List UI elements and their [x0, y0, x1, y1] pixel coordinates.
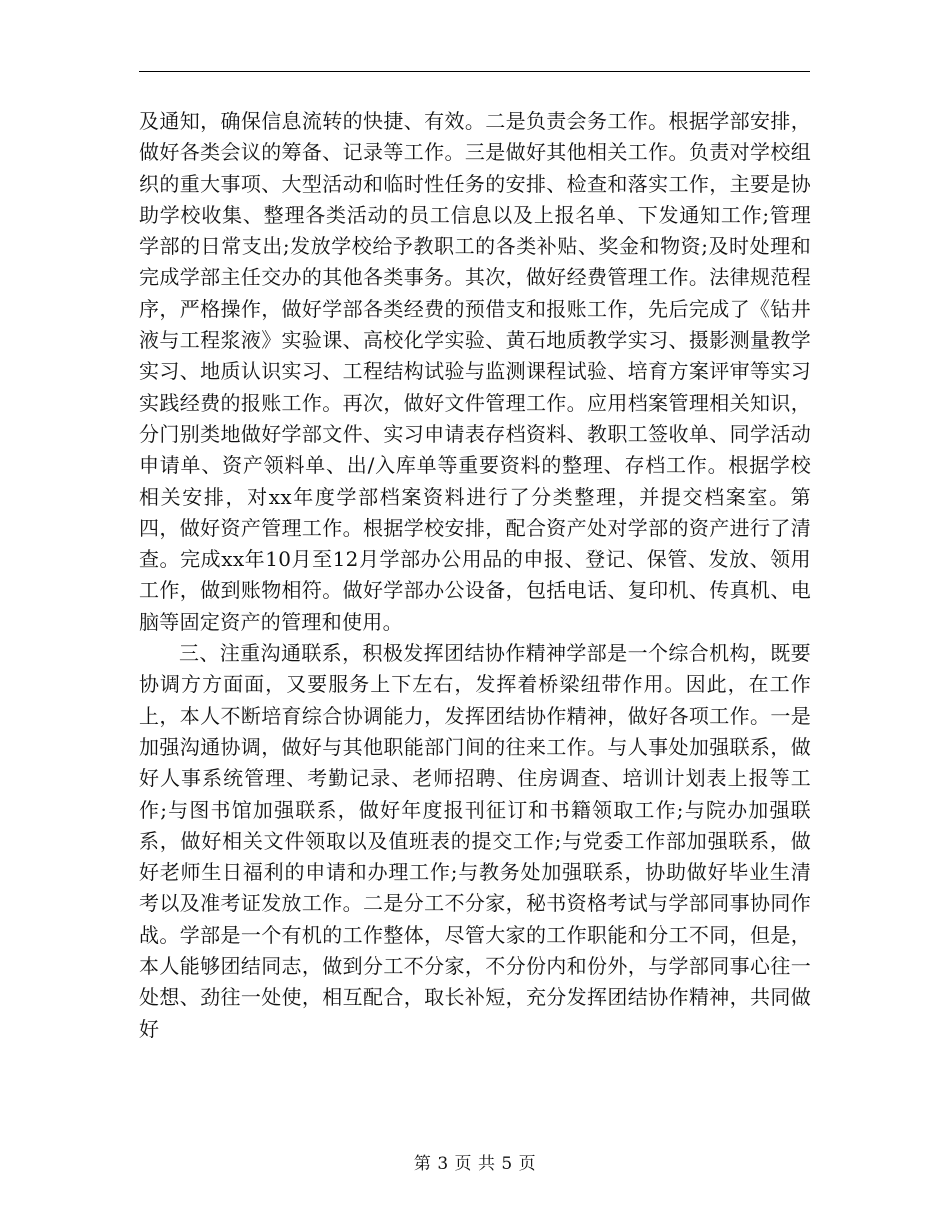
paragraph-2: 三、注重沟通联系，积极发挥团结协作精神学部是一个综合机构，既要协调方方面面，又要服务上下左右，发挥着桥梁纽带作用。因此，在工作上，本人不断培育综合协调能力，发挥团结协作精神，做好各项工作。一是加强沟通协调，做好与其他职能部门间的往来工作。与人事处加强联系，做好人事系统管理、考勤记录、老师招聘、住房调查、培训计划表上报等工作;与图书馆加强联系，做好年度报刊征订和书籍领取工作;与院办加强联系，做好相关文件领取以及值班表的提交工作;与党委工作部加强联系，做好老师生日福利的申请和办理工作;与教务处加强联系，协助做好毕业生清考以及准考证发放工作。二是分工不分家，秘书资格考试与学部同事协同作战。学部是一个有机的工作整体，尽管大家的工作职能和分工不同，但是，本人能够团结同志，做到分工不分家，不分份内和份外，与学部同事心往一处想、劲往一处使，相互配合，取长补短，充分发挥团结协作精神，共同做好 [139, 641, 811, 1041]
header-rule [139, 71, 810, 72]
paragraph-1: 及通知，确保信息流转的快捷、有效。二是负责会务工作。根据学部安排，做好各类会议的筹备、记录等工作。三是做好其他相关工作。负责对学校组织的重大事项、大型活动和临时性任务的安排、检查和落实工作，主要是协助学校收集、整理各类活动的员工信息以及上报名单、下发通知工作;管理学部的日常支出;发放学校给予教职工的各类补贴、奖金和物资;及时处理和完成学部主任交办的其他各类事务。其次，做好经费管理工作。法律规范程序，严格操作，做好学部各类经费的预借支和报账工作，先后完成了《钻井液与工程浆液》实验课、高校化学实验、黄石地质教学实习、摄影测量教学实习、地质认识实习、工程结构试验与监测课程试验、培育方案评审等实习实践经费的报账工作。再次，做好文件管理工作。应用档案管理相关知识，分门别类地做好学部文件、实习申请表存档资料、教职工签收单、同学活动申请单、资产领料单、出/入库单等重要资料的整理、存档工作。根据学校相关安排，对xx年度学部档案资料进行了分类整理，并提交档案室。第四，做好资产管理工作。根据学校安排，配合资产处对学部的资产进行了清查。完成xx年10月至12月学部办公用品的申报、登记、保管、发放、领用工作，做到账物相符。做好学部办公设备，包括电话、复印机、传真机、电脑等固定资产的管理和使用。 [139, 109, 811, 634]
document-body [139, 106, 811, 1045]
page-footer: 第 3 页 共 5 页 [413, 1154, 537, 1174]
